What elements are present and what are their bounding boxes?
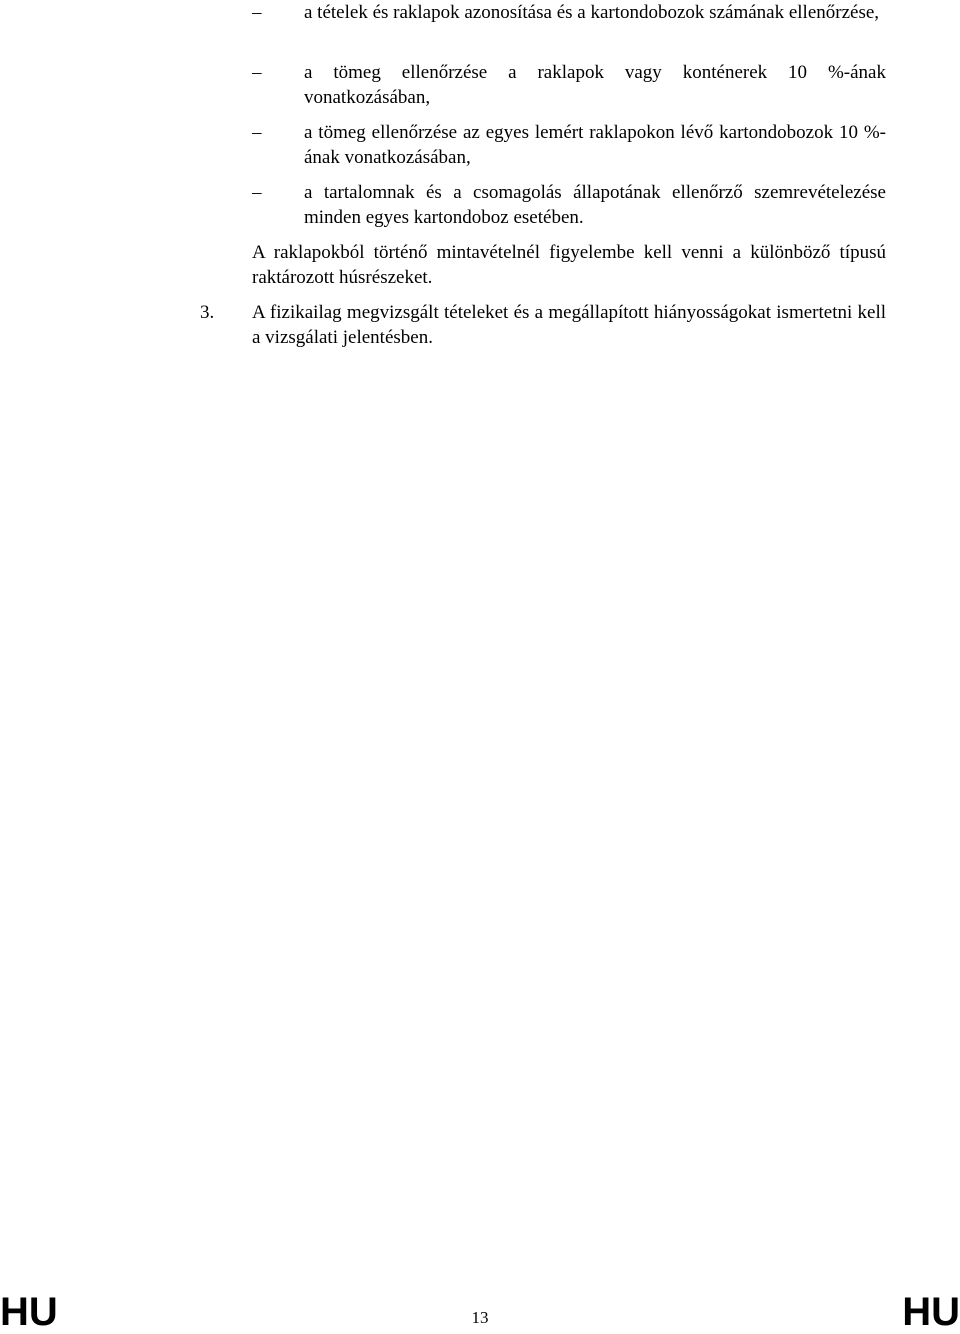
footer-language-code-right: HU: [902, 1290, 960, 1334]
bullet-dash: –: [252, 122, 262, 143]
bullet-item: [252, 180, 886, 230]
bullet-dash: –: [252, 62, 262, 83]
bullet-dash: –: [252, 182, 262, 203]
item-number: 3.: [200, 302, 215, 323]
numbered-item: [200, 300, 886, 350]
bullet-dash: –: [252, 2, 262, 23]
bullet-item: [252, 120, 886, 170]
bullet-text: a tartalomnak és a csomagolás állapotának ellenőrző szemrevételezése minden egyes kartondoboz esetében.: [304, 182, 886, 228]
body-paragraph: A raklapokból történő mintavételnél figyelembe kell venni a különböző típusú raktározott húsrészeket.: [252, 242, 886, 288]
page-number: 13: [471, 1308, 489, 1327]
bullet-text: a tömeg ellenőrzése a raklapok vagy konténerek 10 %-ának vonatkozásában,: [304, 62, 886, 108]
bullet-item: [252, 60, 886, 110]
bullet-item: [252, 0, 886, 25]
footer-language-code-left: HU: [0, 1290, 58, 1334]
numbered-item-text: A fizikailag megvizsgált tételeket és a megállapított hiányosságokat ismertetni kell a vizsgálati jelentésben.: [252, 302, 886, 348]
bullet-text: a tömeg ellenőrzése az egyes lemért raklapokon lévő kartondobozok 10 %-ának vonatkozásában,: [304, 122, 886, 168]
bullet-text: a tételek és raklapok azonosítása és a kartondobozok számának ellenőrzése,: [304, 2, 880, 23]
